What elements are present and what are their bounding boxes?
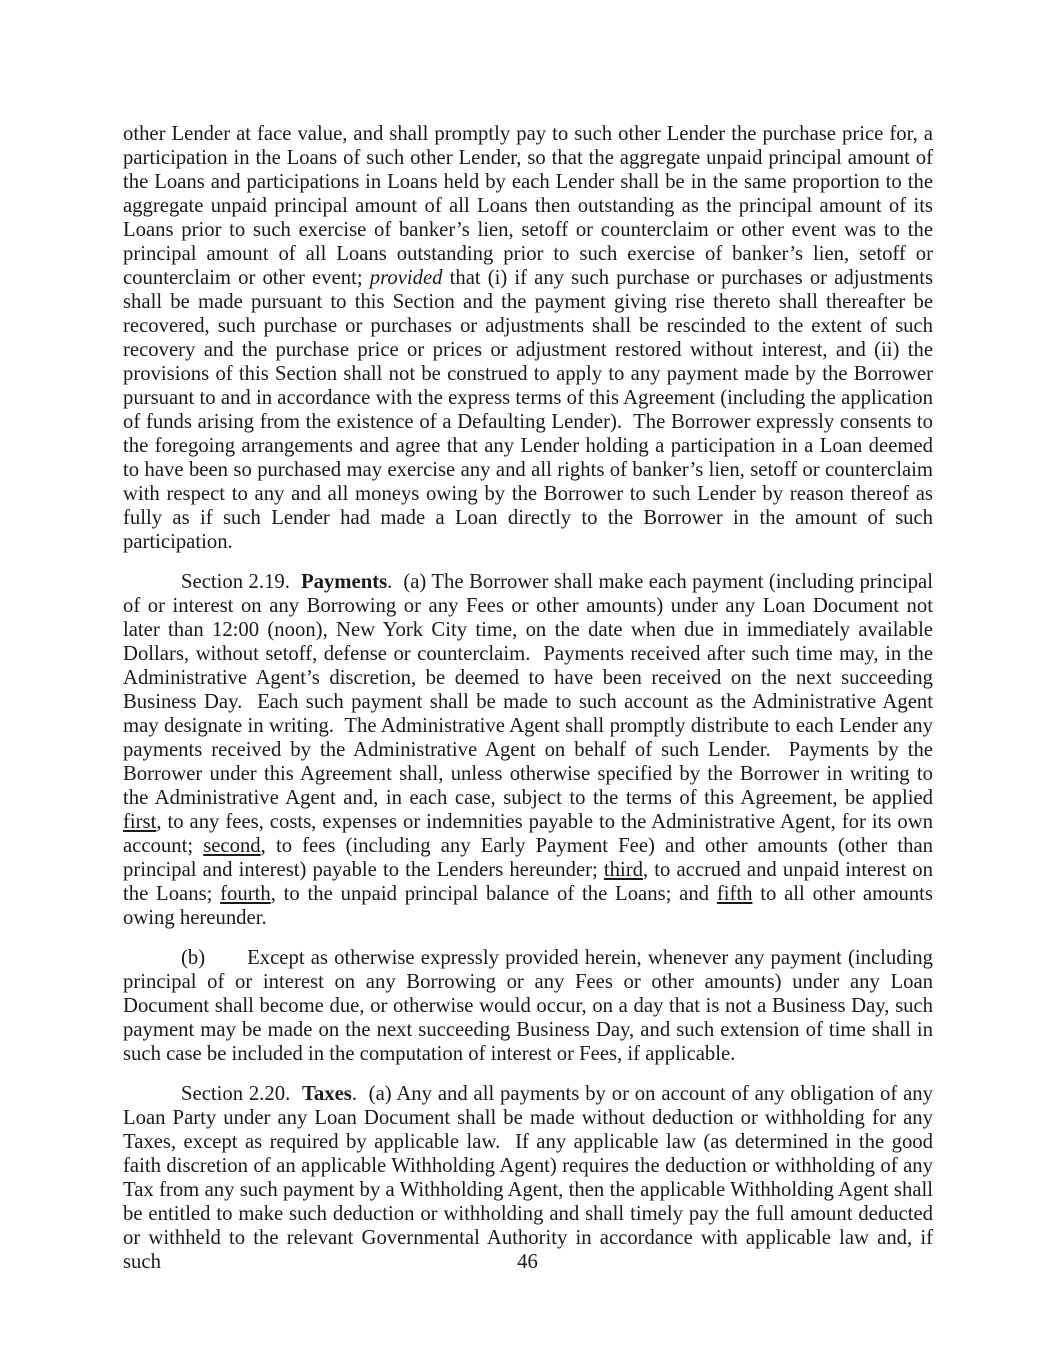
text-run: , to the unpaid principal balance of the Loans; and bbox=[270, 883, 717, 905]
text-run: , to fees (including any Early Payment Fee) and other amounts (other than principal and interest) payable to the Lenders hereunder; bbox=[123, 835, 933, 881]
bold-run: Payments bbox=[300, 571, 388, 593]
underline-run: first bbox=[123, 811, 157, 833]
text-run: other Lender at face value, and shall promptly pay to such other Lender the purchase price for, a participation in the Loans of such other Lender, so that the aggregate unpaid principal amount of the Loans and participations in Loans held by each Lender shall be in the same proportion to the aggregate unpaid principal amount of all Loans then outstanding as the principal amount of its Loans prior to such exercise of banker’s lien, setoff or counterclaim or other event was to the principal amount of all Loans outstanding prior to such exercise of banker’s lien, setoff or counterclaim or other event; bbox=[123, 123, 933, 289]
paragraph-section-2-19-payments bbox=[123, 570, 933, 930]
italic-run: provided bbox=[369, 267, 443, 289]
document-body bbox=[123, 122, 933, 1274]
underline-run: second bbox=[203, 835, 261, 857]
text-run: Except as otherwise expressly provided herein, whenever any payment (including principal of or interest on any Borrowing or any Fees or other amounts) under any Loan Document shall become due, or otherwise would occur, on a day that is not a Business Day, such payment may be made on the next succeeding Business Day, and such extension of time shall in such case be included in the computation of interest or Fees, if applicable. bbox=[123, 947, 933, 1065]
text-run: , to any fees, costs, expenses or indemnities payable to the Administrative Agent, for its own account; bbox=[123, 811, 933, 857]
text-run: , to accrued and unpaid interest on the Loans; bbox=[123, 859, 933, 905]
underline-run: fourth bbox=[220, 883, 271, 905]
text-run: (b) bbox=[181, 947, 206, 969]
page-number: 46 bbox=[517, 1251, 538, 1273]
paragraph-section-2-20-taxes bbox=[123, 1082, 933, 1274]
underline-run: third bbox=[603, 859, 643, 881]
paragraph-setoff-participation-continuation bbox=[123, 122, 933, 554]
paragraph-section-2-19-b bbox=[123, 946, 933, 1066]
text-run: Section 2.19. bbox=[181, 571, 301, 593]
underline-run: fifth bbox=[716, 883, 753, 905]
text-run: Section 2.20. bbox=[181, 1083, 302, 1105]
text-run: to all other amounts owing hereunder. bbox=[123, 883, 933, 929]
text-run: . (a) Any and all payments by or on account of any obligation of any Loan Party under any Loan Document shall be made without deduction or withholding for any Taxes, except as required by applicable law. If any applicable law (as determined in the good faith discretion of an applicable Withholding Agent) requires the deduction or withholding of any Tax from any such payment by a Withholding Agent, then the applicable Withholding Agent shall be entitled to make such deduction or withholding and shall timely pay the full amount deducted or withheld to the relevant Governmental Authority in accordance with applicable law and, if such bbox=[123, 1083, 933, 1273]
text-run: that (i) if any such purchase or purchases or adjustments shall be made pursuant to this Section and the payment giving rise thereto shall thereafter be recovered, such purchase or purchases or adjustments shall be rescinded to the extent of such recovery and the purchase price or prices or adjustment restored without interest, and (ii) the provisions of this Section shall not be construed to apply to any payment made by the Borrower pursuant to and in accordance with the express terms of this Agreement (including the application of funds arising from the existence of a Defaulting Lender). The Borrower expressly consents to the foregoing arrangements and agree that any Lender holding a participation in a Loan deemed to have been so purchased may exercise any and all rights of banker’s lien, setoff or counterclaim with respect to any and all moneys owing by the Borrower to such Lender by reason thereof as fully as if such Lender had made a Loan directly to the Borrower in the amount of such participation. bbox=[123, 267, 933, 553]
text-run: . (a) The Borrower shall make each payment (including principal of or interest on any Borrowing or any Fees or other amounts) under any Loan Document not later than 12:00 (noon), New York City time, on the date when due in immediately available Dollars, without setoff, defense or counterclaim. Payments received after such time may, in the Administrative Agent’s discretion, be deemed to have been received on the next succeeding Business Day. Each such payment shall be made to such account as the Administrative Agent may designate in writing. The Administrative Agent shall promptly distribute to each Lender any payments received by the Administrative Agent on behalf of such Lender. Payments by the Borrower under this Agreement shall, unless otherwise specified by the Borrower in writing to the Administrative Agent and, in each case, subject to the terms of this Agreement, be applied bbox=[123, 571, 933, 809]
bold-run: Taxes bbox=[301, 1083, 352, 1105]
